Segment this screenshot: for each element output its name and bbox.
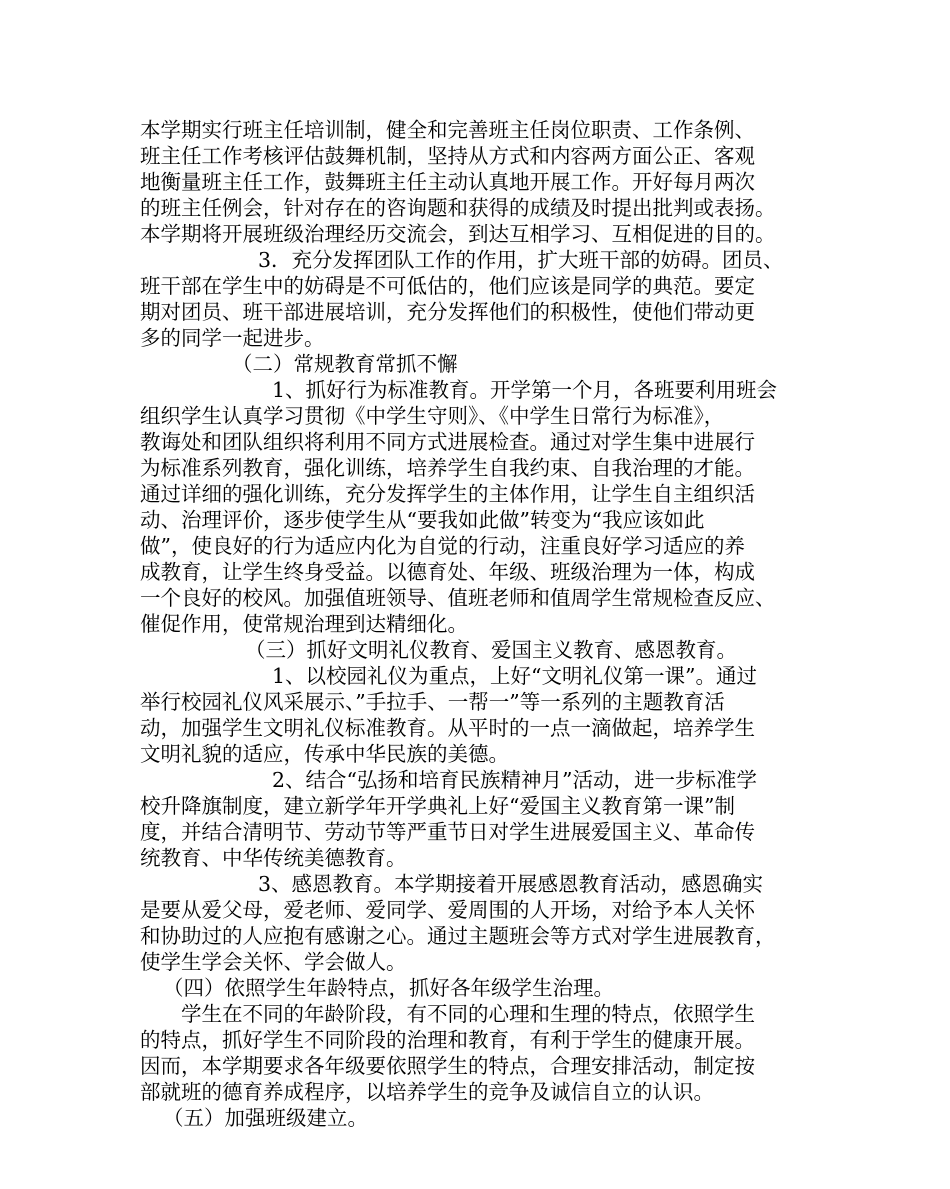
text-line: 和协助过的人应抱有感谢之心。通过主题班会等方式对学生进展教育，	[140, 924, 776, 948]
text-line: 本学期实行班主任培训制，健全和完善班主任岗位职责、工作条例、	[140, 118, 755, 142]
text-line: 统教育、中华传统美德教育。	[140, 846, 407, 870]
section-heading: （四）依照学生年龄特点，抓好各年级学生治理。	[163, 976, 614, 1000]
text-line: 成教育，让学生终身受益。以德育处、年级、班级治理为一体，构成	[140, 560, 755, 584]
text-line: 教诲处和团队组织将利用不同方式进展检查。通过对学生集中进展行	[140, 430, 755, 454]
text-line: 催促作用，使常规治理到达精细化。	[140, 612, 468, 636]
text-line: 地衡量班主任工作，鼓舞班主任主动认真地开展工作。开好每月两次	[140, 170, 755, 194]
text-line: 部就班的德育养成程序，以培养学生的竞争及诚信自立的认识。	[140, 1080, 714, 1104]
text-line: 3．充分发挥团队工作的作用，扩大班干部的妨碍。团员、	[258, 248, 784, 272]
text-line: 组织学生认真学习贯彻《中学生守则》、《中学生日常行为标准》，	[140, 404, 725, 428]
text-line: 因而，本学期要求各年级要依照学生的特点，合理安排活动，制定按	[140, 1054, 755, 1078]
text-line: 动，加强学生文明礼仪标准教育。从平时的一点一滴做起，培养学生	[140, 716, 755, 740]
text-line: 是要从爱父母，爱老师、爱同学、爱周围的人开场，对给予本人关怀	[140, 898, 755, 922]
text-line: 的特点，抓好学生不同阶段的治理和教育，有利于学生的健康开展。	[140, 1028, 755, 1052]
text-line: 2、结合“弘扬和培育民族精神月”活动，进一步标准学	[272, 768, 758, 792]
section-heading: （二）常规教育常抓不懈	[232, 352, 458, 376]
text-line: 1、抓好行为标准教育。开学第一个月，各班要利用班会	[272, 378, 778, 402]
text-line: 举行校园礼仪风采展示、”手拉手、一帮一”等一系列的主题教育活	[140, 690, 725, 714]
text-line: 本学期将开展班级治理经历交流会，到达互相学习、互相促进的目的。	[140, 222, 776, 246]
text-line: 通过详细的强化训练，充分发挥学生的主体作用，让学生自主组织活	[140, 482, 755, 506]
text-line: 做”，使良好的行为适应内化为自觉的行动，注重良好学习适应的养	[140, 534, 745, 558]
text-line: 期对团员、班干部进展培训，充分发挥他们的积极性，使他们带动更	[140, 300, 755, 324]
text-line: 多的同学一起进步。	[140, 326, 325, 350]
text-line: 文明礼貌的适应，传承中华民族的美德。	[140, 742, 509, 766]
text-line: 动、治理评价，逐步使学生从“要我如此做”转变为“我应该如此	[140, 508, 705, 532]
section-heading: （五）加强班级建立。	[163, 1106, 368, 1130]
text-line: 学生在不同的年龄阶段，有不同的心理和生理的特点，依照学生	[181, 1002, 755, 1026]
text-line: 度，并结合清明节、劳动节等严重节日对学生进展爱国主义、革命传	[140, 820, 755, 844]
text-line: 1、以校园礼仪为重点，上好“文明礼仪第一课”。通过	[272, 664, 758, 688]
text-line: 一个良好的校风。加强值班领导、值班老师和值周学生常规检查反应、	[140, 586, 776, 610]
text-line: 3、感恩教育。本学期接着开展感恩教育活动，感恩确实	[258, 872, 764, 896]
section-heading: （三）抓好文明礼仪教育、爱国主义教育、感恩教育。	[245, 638, 737, 662]
text-line: 使学生学会关怀、学会做人。	[140, 950, 407, 974]
text-line: 班主任工作考核评估鼓舞机制，坚持从方式和内容两方面公正、客观	[140, 144, 755, 168]
text-line: 校升降旗制度，建立新学年开学典礼上好“爱国主义教育第一课”制	[140, 794, 735, 818]
text-line: 为标准系列教育，强化训练，培养学生自我约束、自我治理的才能。	[140, 456, 755, 480]
text-line: 班干部在学生中的妨碍是不可低估的，他们应该是同学的典范。要定	[140, 274, 755, 298]
text-line: 的班主任例会，针对存在的咨询题和获得的成绩及时提出批判或表扬。	[140, 196, 776, 220]
